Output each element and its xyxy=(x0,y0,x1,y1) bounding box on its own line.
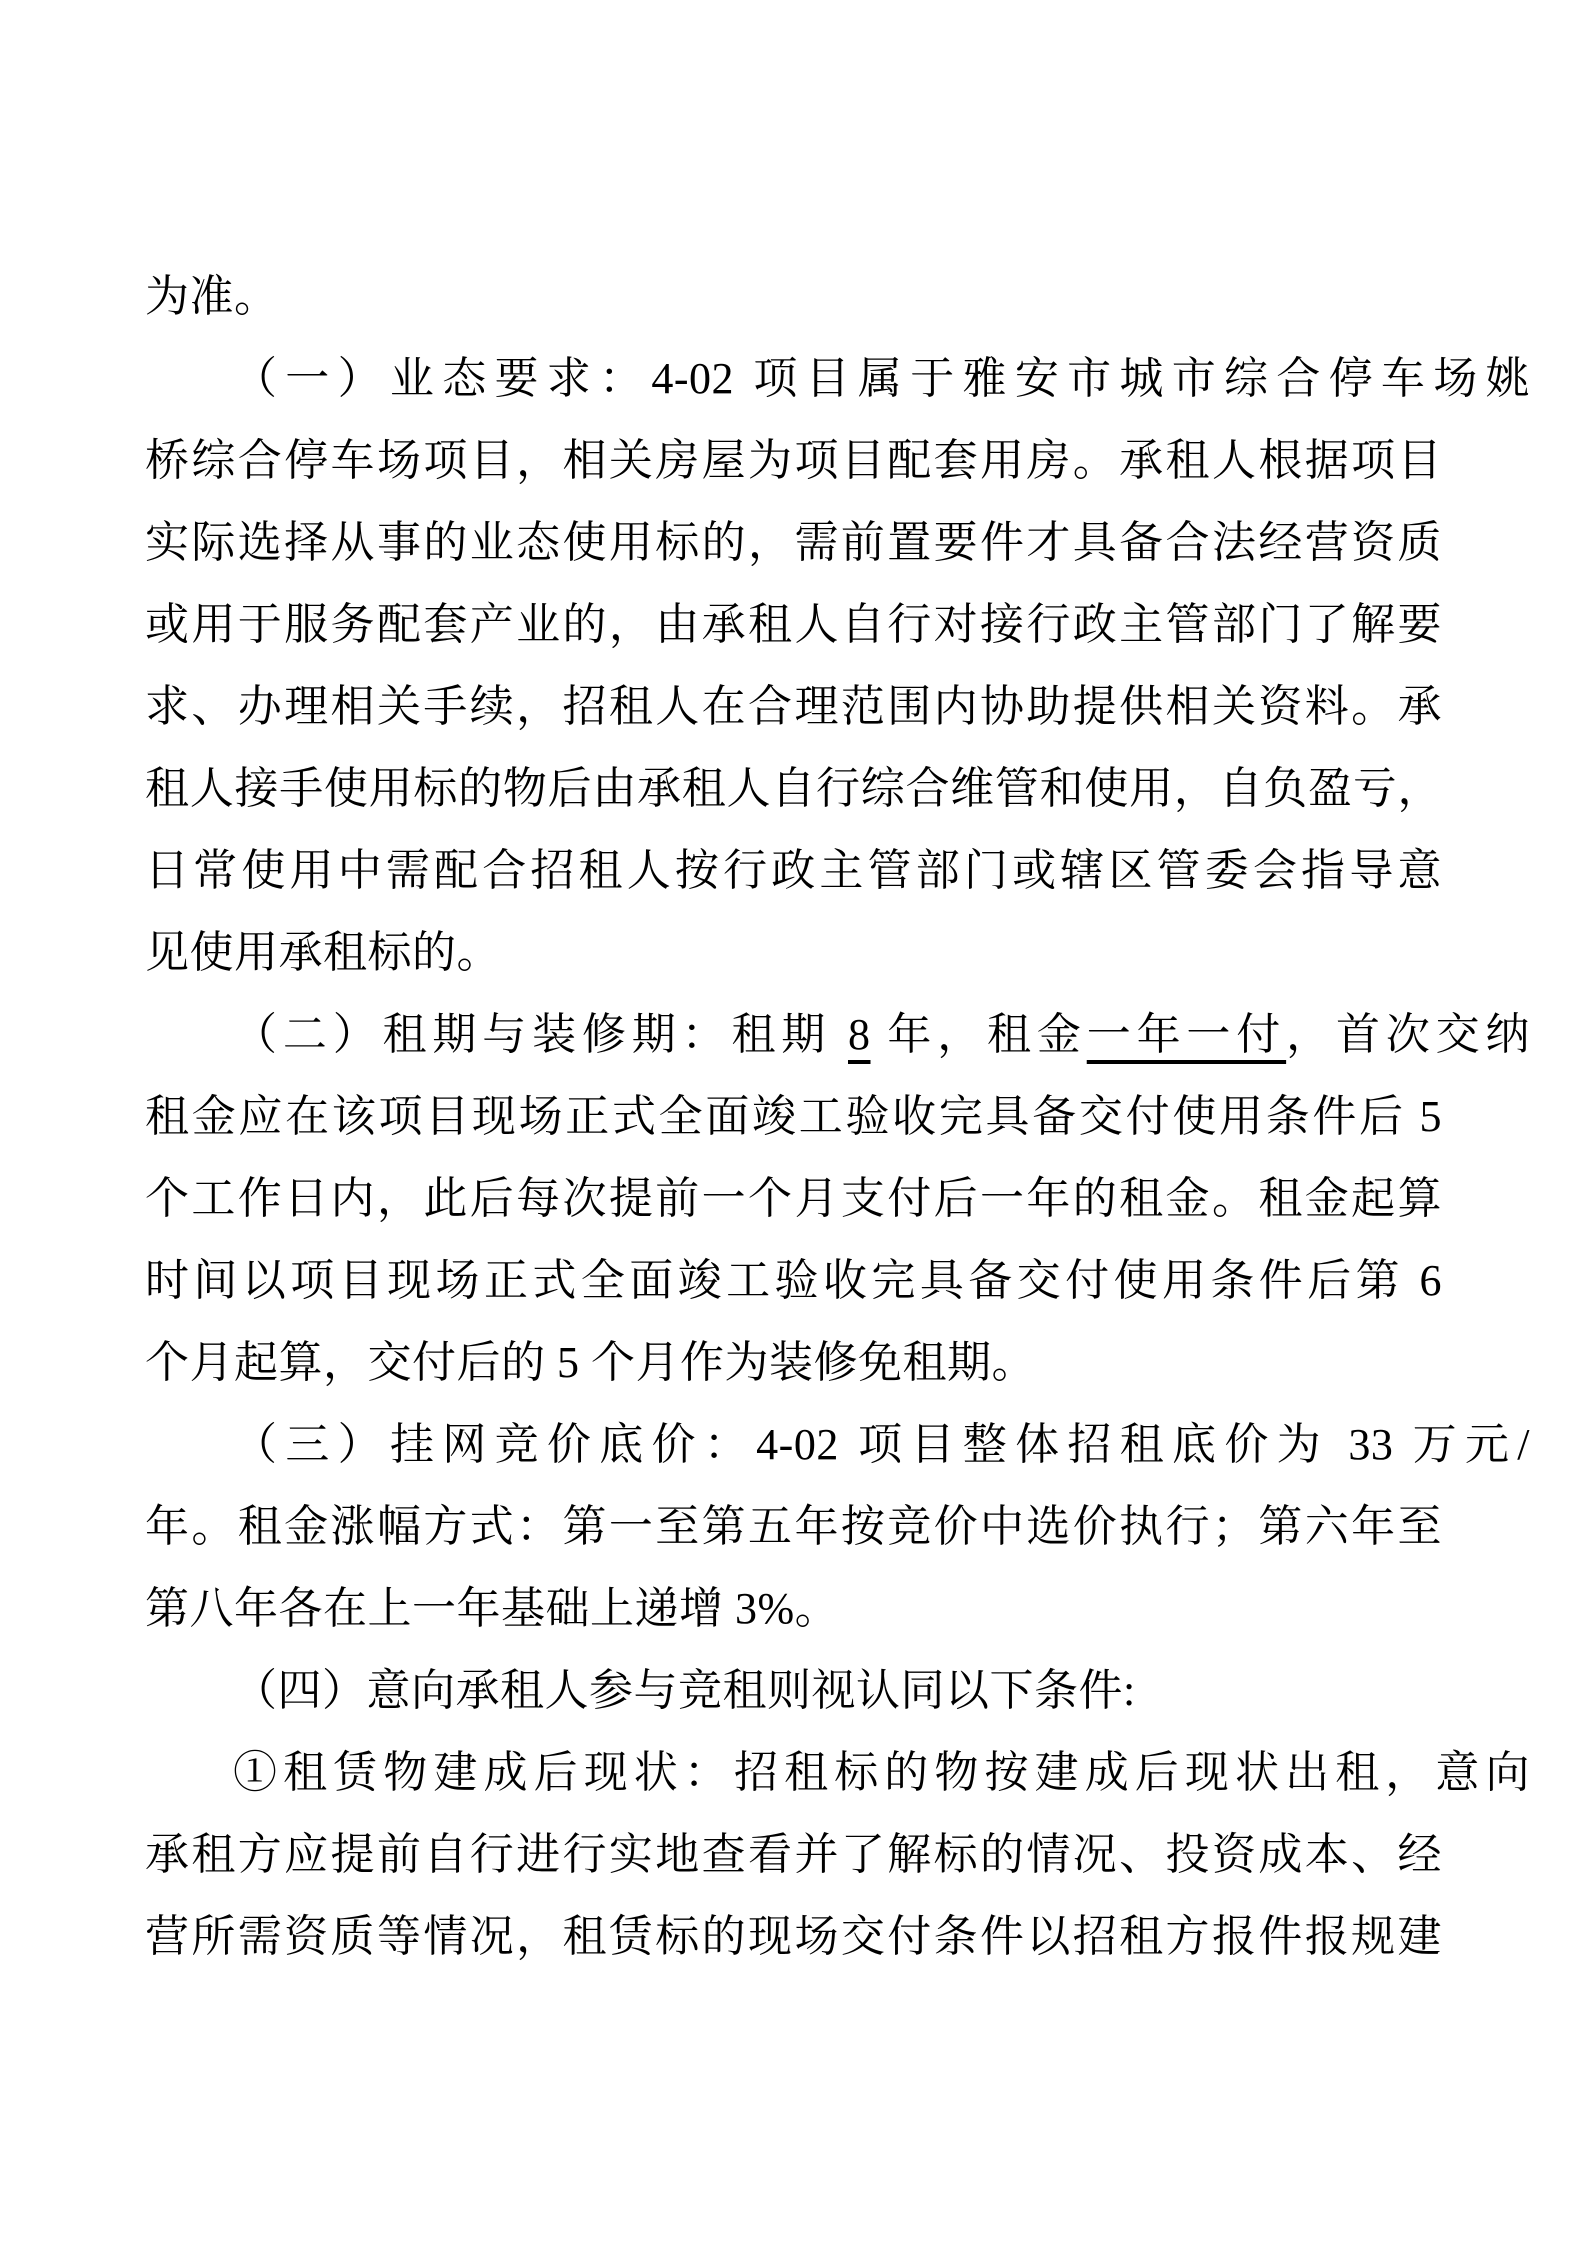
section-2-line: 时间以项目现场正式全面竣工验收完具备交付使用条件后第 6 xyxy=(145,1256,1442,1305)
section-3-last-line: 第八年各在上一年基础上递增 3%。 xyxy=(145,1584,840,1633)
section-1-line: 桥综合停车场项目，相关房屋为项目配套用房。承租人根据项目 xyxy=(145,436,1442,485)
section-3-first-line: （三）挂网竞价底价：4-02 项目整体招租底价为 33 万元/ xyxy=(233,1420,1530,1469)
rent-line-post-text: ，首次交纳 xyxy=(1286,1010,1531,1059)
item-1-line: 承租方应提前自行进行实地查看并了解标的情况、投资成本、经 xyxy=(145,1830,1442,1879)
para-continuation-line: 为准。 xyxy=(145,272,279,321)
section-2-line: 租金应在该项目现场正式全面竣工验收完具备交付使用条件后 5 xyxy=(145,1092,1442,1141)
section-1-line: 实际选择从事的业态使用标的，需前置要件才具备合法经营资质 xyxy=(145,518,1442,567)
section-4-first-line: （四）意向承租人参与竞租则视认同以下条件: xyxy=(233,1666,1136,1715)
rent-line-mid-text: 年，租金 xyxy=(870,1010,1087,1059)
section-1-last-line: 见使用承租标的。 xyxy=(145,928,501,977)
section-2-line: 个工作日内，此后每次提前一个月支付后一年的租金。租金起算 xyxy=(145,1174,1442,1223)
section-1-line: 日常使用中需配合招租人按行政主管部门或辖区管委会指导意 xyxy=(145,846,1442,895)
item-1-line: 营所需资质等情况，租赁标的现场交付条件以招租方报件报规建 xyxy=(145,1912,1442,1961)
rent-years-underlined: 8 xyxy=(848,1010,871,1059)
section-2-first-line xyxy=(145,994,1530,1076)
section-1-line: 租人接手使用标的物后由承租人自行综合维管和使用，自负盈亏， xyxy=(145,764,1442,813)
section-1-line: 或用于服务配套产业的，由承租人自行对接行政主管部门了解要 xyxy=(145,600,1442,649)
section-1-first-line: （一）业态要求：4-02 项目属于雅安市城市综合停车场姚 xyxy=(233,354,1530,403)
section-2-last-line: 个月起算，交付后的 5 个月作为装修免租期。 xyxy=(145,1338,1036,1387)
document-body xyxy=(145,256,1531,1978)
rent-payment-underlined: 一年一付 xyxy=(1086,1010,1287,1059)
rent-line-pre-text: （二）租期与装修期：租期 xyxy=(233,1010,848,1059)
section-1-line: 求、办理相关手续，招租人在合理范围内协助提供相关资料。承 xyxy=(145,682,1442,731)
item-1-first-line: ①租赁物建成后现状：招租标的物按建成后现状出租，意向 xyxy=(233,1748,1530,1797)
section-3-line: 年。租金涨幅方式：第一至第五年按竞价中选价执行；第六年至 xyxy=(145,1502,1442,1551)
